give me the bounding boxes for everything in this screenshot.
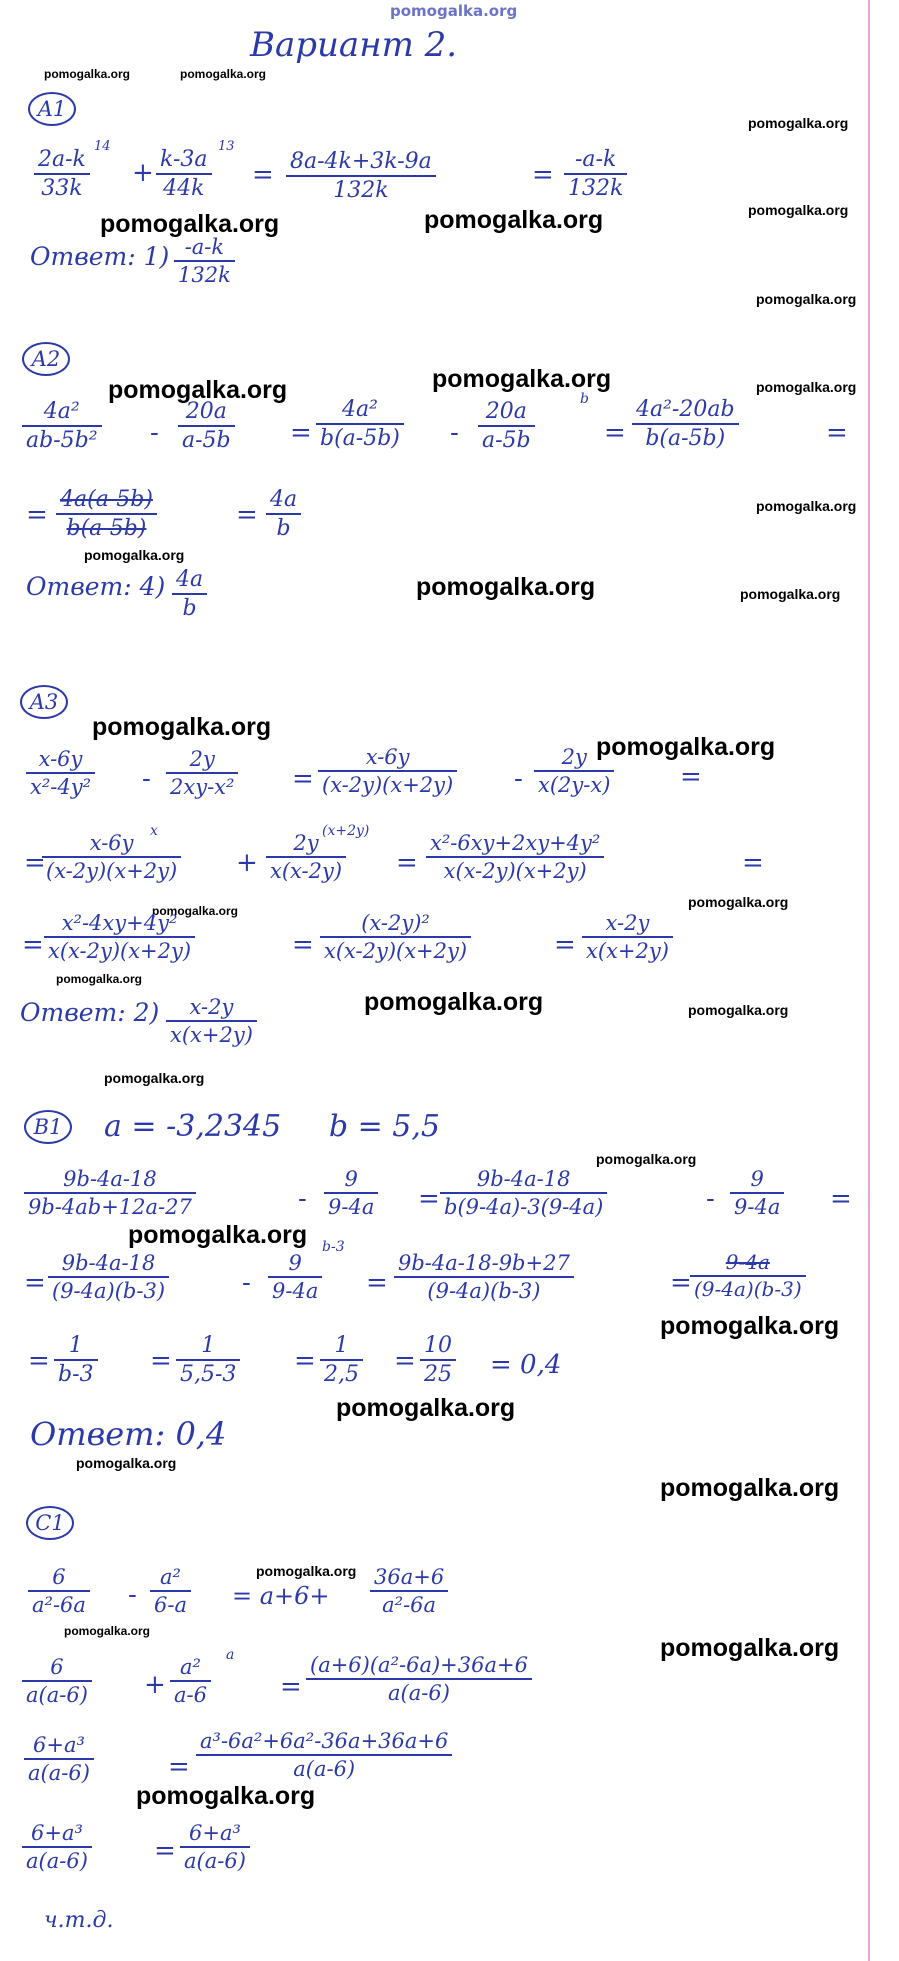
c1-f1-den: a²-6a	[28, 1590, 90, 1616]
c1-f9-den: a(a-6)	[22, 1846, 92, 1872]
a3-f8-num: x²-4xy+4y²	[61, 911, 178, 935]
b1-fraction-4	[730, 1168, 784, 1218]
a2-fraction-7	[266, 488, 301, 540]
a2-equals: =	[826, 418, 848, 448]
watermark: pomogalka.org	[364, 988, 544, 1016]
b1-fraction-3	[440, 1168, 607, 1218]
a3-f3-num: x-6y	[365, 745, 410, 769]
watermark: pomogalka.org	[416, 573, 596, 601]
a2-f2-den: a-5b	[178, 425, 235, 452]
a1-fraction-2	[156, 148, 212, 200]
watermark: pomogalka.org	[92, 713, 272, 741]
a3-fraction-1	[26, 748, 95, 798]
b1-f6-den: 9-4a	[268, 1276, 322, 1302]
watermark: pomogalka.org	[56, 972, 143, 986]
b1-equals: =	[28, 1346, 50, 1376]
a2-f3-den: b(a-5b)	[316, 423, 404, 450]
watermark: pomogalka.org	[688, 1002, 789, 1018]
a3-minus-sign: -	[142, 764, 151, 794]
c1-fraction-7	[24, 1734, 94, 1784]
c1-f4-num: 6	[50, 1655, 64, 1679]
a2-ans-den: b	[172, 593, 207, 620]
b1-f6-multiplier: b-3	[322, 1239, 345, 1255]
b1-f2-den: 9-4a	[324, 1192, 378, 1218]
a3-f9-den: x(x-2y)(x+2y)	[320, 936, 471, 962]
c1-f6-num: (a+6)(a²-6a)+36a+6	[310, 1653, 528, 1677]
a3-minus-sign: -	[514, 764, 523, 794]
b1-fraction-7	[394, 1252, 574, 1302]
watermark: pomogalka.org	[100, 210, 280, 238]
a3-equals: =	[680, 762, 702, 792]
b1-fraction-11	[320, 1334, 363, 1386]
a3-f1-num: x-6y	[38, 747, 83, 771]
task-label-a3: A3	[20, 685, 68, 719]
b1-f11-num: 1	[334, 1333, 349, 1358]
c1-equals: =	[168, 1752, 190, 1782]
task-label-c1: C1	[26, 1506, 74, 1540]
a3-equals: =	[292, 764, 314, 794]
b1-f5-den: (9-4a)(b-3)	[48, 1276, 169, 1302]
c1-f5-num: a²	[180, 1655, 201, 1679]
c1-f3-num: 36a+6	[374, 1565, 445, 1589]
c1-f2-den: 6-a	[150, 1590, 191, 1616]
a2-f3-num: 4a²	[341, 397, 378, 422]
watermark: pomogalka.org	[688, 894, 789, 910]
task-label-a1: A1	[28, 92, 76, 126]
watermark: pomogalka.org	[64, 1624, 151, 1638]
a3-plus-sign: +	[236, 848, 258, 878]
watermark: pomogalka.org	[76, 1455, 177, 1471]
page-margin-line	[868, 0, 870, 1961]
b1-f3-num: 9b-4a-18	[476, 1167, 571, 1191]
b1-f8-num: 9-4a	[725, 1250, 770, 1274]
c1-f10-den: a(a-6)	[180, 1846, 250, 1872]
a3-fraction-8	[44, 912, 195, 962]
b1-equals: =	[24, 1268, 46, 1298]
b1-equals: =	[418, 1184, 440, 1214]
b1-f11-den: 2,5	[320, 1359, 363, 1386]
b1-fraction-10	[176, 1334, 240, 1386]
a3-answer-fraction	[166, 996, 257, 1046]
watermark: pomogalka.org	[748, 202, 849, 218]
watermark: pomogalka.org	[256, 1563, 357, 1579]
b1-minus-sign: -	[298, 1184, 307, 1214]
a3-f5-den: (x-2y)(x+2y)	[42, 856, 181, 882]
a2-minus-sign: -	[150, 418, 159, 448]
c1-fraction-3	[370, 1566, 448, 1616]
c1-fraction-10	[180, 1822, 250, 1872]
a3-f4-num: 2y	[561, 745, 587, 769]
variant-title: Вариант 2.	[250, 25, 458, 65]
a3-f5-multiplier: x	[150, 823, 158, 839]
task-label-b1: B1	[24, 1110, 72, 1144]
a1-answer-fraction	[174, 236, 235, 286]
a2-equals: =	[290, 418, 312, 448]
b1-fraction-8	[690, 1252, 806, 1300]
c1-rhs: = a+6+	[232, 1582, 330, 1610]
a2-f1-num: 4a²	[43, 399, 80, 424]
c1-f9-num: 6+a³	[30, 1821, 83, 1845]
a3-f3-den: (x-2y)(x+2y)	[318, 770, 457, 796]
b1-f4-num: 9	[750, 1167, 764, 1191]
watermark: pomogalka.org	[336, 1394, 516, 1422]
watermark: pomogalka.org	[596, 733, 776, 761]
b1-f3-den: b(9-4a)-3(9-4a)	[440, 1192, 607, 1218]
b1-f12-num: 10	[424, 1333, 452, 1358]
b1-fraction-1	[24, 1168, 196, 1218]
a1-fraction-1	[34, 148, 90, 200]
b1-equals: =	[294, 1346, 316, 1376]
b1-minus-sign: -	[706, 1184, 715, 1214]
watermark: pomogalka.org	[748, 115, 849, 131]
a2-f1-den: ab-5b²	[22, 425, 102, 452]
task-label-a2: A2	[22, 342, 70, 376]
a2-equals: =	[604, 418, 626, 448]
b1-f10-den: 5,5-3	[176, 1359, 240, 1386]
b1-f12-den: 25	[420, 1359, 456, 1386]
a3-f2-num: 2y	[189, 747, 215, 771]
watermark: pomogalka.org	[84, 547, 185, 563]
a3-f9-num: (x-2y)²	[361, 911, 430, 935]
a3-fraction-4	[534, 746, 614, 796]
a2-fraction-4	[478, 400, 535, 452]
a1-plus-sign: +	[132, 158, 154, 188]
a3-f6-den: x(x-2y)	[266, 856, 346, 882]
c1-fraction-5	[170, 1656, 211, 1706]
a3-f8-den: x(x-2y)(x+2y)	[44, 936, 195, 962]
b1-f7-den: (9-4a)(b-3)	[394, 1276, 574, 1302]
b1-equals: =	[366, 1268, 388, 1298]
c1-f1-num: 6	[52, 1565, 66, 1589]
b1-f6-num: 9	[288, 1251, 302, 1275]
a1-equals: =	[252, 160, 274, 190]
a2-f4-num: 20a	[485, 399, 527, 424]
b1-f9-den: b-3	[54, 1359, 98, 1386]
c1-equals: =	[280, 1672, 302, 1702]
watermark: pomogalka.org	[660, 1312, 840, 1340]
b1-minus-sign: -	[242, 1268, 251, 1298]
a1-f2-multiplier: 13	[218, 139, 235, 154]
a1-f2-den: 44k	[156, 173, 212, 200]
b1-f5-num: 9b-4a-18	[61, 1251, 156, 1275]
c1-f4-den: a(a-6)	[22, 1680, 92, 1706]
c1-equals: =	[154, 1836, 176, 1866]
b1-fraction-2	[324, 1168, 378, 1218]
a2-fraction-1	[22, 400, 102, 452]
c1-f7-num: 6+a³	[32, 1733, 85, 1757]
c1-f8-num: a³-6a²+6a²-36a+36a+6	[200, 1729, 449, 1753]
a3-fraction-7	[426, 832, 604, 882]
b1-equals: =	[830, 1184, 852, 1214]
c1-f10-num: 6+a³	[188, 1821, 241, 1845]
watermark: pomogalka.org	[432, 365, 612, 393]
a1-f4-num: -a-k	[575, 147, 617, 172]
a3-fraction-3	[318, 746, 457, 796]
a2-fraction-3	[316, 398, 404, 450]
b1-result: = 0,4	[490, 1350, 562, 1380]
a3-equals: =	[742, 848, 764, 878]
a2-fraction-6	[56, 488, 157, 540]
a1-f3-num: 8a-4k+3k-9a	[290, 149, 432, 174]
c1-minus-sign: -	[128, 1580, 137, 1610]
a1-fraction-3	[286, 150, 436, 202]
watermark: pomogalka.org	[128, 1221, 308, 1249]
a1-f1-multiplier: 14	[94, 139, 111, 154]
a3-equals: =	[22, 930, 44, 960]
a2-f6-den: b(a-5b)	[56, 513, 157, 540]
watermark: pomogalka.org	[756, 498, 857, 514]
a2-fraction-2	[178, 400, 235, 452]
a3-fraction-2	[166, 748, 238, 798]
b1-fraction-5	[48, 1252, 169, 1302]
a3-answer-prefix: Ответ: 2)	[20, 998, 160, 1027]
watermark: pomogalka.org	[136, 1782, 316, 1810]
watermark: pomogalka.org	[756, 291, 857, 307]
a3-equals: =	[292, 930, 314, 960]
c1-f8-den: a(a-6)	[196, 1754, 452, 1780]
c1-plus-sign: +	[144, 1670, 166, 1700]
a2-f4-den: a-5b	[478, 425, 535, 452]
c1-qed: ч.т.д.	[44, 1908, 114, 1933]
a2-ans-num: 4a	[176, 567, 204, 592]
a3-equals: =	[554, 930, 576, 960]
c1-f3-den: a²-6a	[370, 1590, 448, 1616]
a2-answer-prefix: Ответ: 4)	[26, 572, 166, 601]
a3-fraction-5	[42, 832, 181, 882]
a1-f2-num: k-3a	[160, 147, 208, 172]
b1-f8-den: (9-4a)(b-3)	[690, 1275, 806, 1300]
watermark: pomogalka.org	[756, 379, 857, 395]
a3-f4-den: x(2y-x)	[534, 770, 614, 796]
watermark: pomogalka.org	[596, 1151, 697, 1167]
c1-fraction-2	[150, 1566, 191, 1616]
watermark: pomogalka.org	[660, 1634, 840, 1662]
c1-fraction-4	[22, 1656, 92, 1706]
a3-f6-multiplier: (x+2y)	[322, 823, 370, 839]
header-watermark: pomogalka.org	[390, 2, 518, 20]
a1-f3-den: 132k	[286, 175, 436, 202]
b1-equals: =	[670, 1268, 692, 1298]
c1-f5-den: a-6	[170, 1680, 211, 1706]
a3-f10-den: x(x+2y)	[582, 936, 673, 962]
a3-f5-num: x-6y	[89, 831, 134, 855]
b1-answer: Ответ: 0,4	[30, 1415, 227, 1453]
a2-f2-num: 20a	[185, 399, 227, 424]
a1-f1-den: 33k	[34, 173, 90, 200]
watermark: pomogalka.org	[152, 904, 239, 918]
watermark: pomogalka.org	[180, 67, 267, 81]
a2-f7-den: b	[266, 513, 301, 540]
a1-ans-den: 132k	[174, 260, 235, 286]
c1-fraction-9	[22, 1822, 92, 1872]
a3-ans-num: x-2y	[189, 995, 234, 1019]
c1-f5-multiplier: a	[226, 1647, 235, 1663]
a3-f10-num: x-2y	[605, 911, 650, 935]
watermark: pomogalka.org	[740, 586, 841, 602]
b1-fraction-12	[420, 1334, 456, 1386]
watermark: pomogalka.org	[424, 206, 604, 234]
b1-fraction-6	[268, 1252, 322, 1302]
a2-f5-den: b(a-5b)	[632, 423, 739, 450]
a3-f6-num: 2y	[293, 831, 319, 855]
b1-given-values: a = -3,2345 b = 5,5	[104, 1109, 441, 1144]
a1-f1-num: 2a-k	[38, 147, 86, 172]
c1-fraction-1	[28, 1566, 90, 1616]
watermark: pomogalka.org	[104, 1070, 205, 1086]
b1-f7-num: 9b-4a-18-9b+27	[398, 1251, 570, 1275]
a2-answer-fraction	[172, 568, 207, 620]
a3-fraction-6	[266, 832, 346, 882]
a3-equals: =	[396, 848, 418, 878]
a3-f1-den: x²-4y²	[26, 772, 95, 798]
a2-f5-num: 4a²-20ab	[636, 397, 735, 422]
b1-f10-num: 1	[201, 1333, 216, 1358]
c1-fraction-6	[306, 1654, 532, 1704]
b1-f9-num: 1	[68, 1333, 83, 1358]
a3-equals: =	[24, 848, 46, 878]
b1-equals: =	[150, 1346, 172, 1376]
b1-f1-num: 9b-4a-18	[63, 1167, 157, 1191]
a2-f7-num: 4a	[270, 487, 298, 512]
a2-minus-sign: -	[450, 418, 459, 448]
b1-f4-den: 9-4a	[730, 1192, 784, 1218]
watermark: pomogalka.org	[108, 376, 288, 404]
a3-fraction-9	[320, 912, 471, 962]
b1-equals: =	[394, 1346, 416, 1376]
watermark: pomogalka.org	[44, 67, 131, 81]
a1-f4-den: 132k	[564, 173, 627, 200]
a2-f6-num: 4a(a-5b)	[60, 487, 153, 512]
a3-fraction-10	[582, 912, 673, 962]
watermark: pomogalka.org	[660, 1474, 840, 1502]
b1-f1-den: 9b-4ab+12a-27	[24, 1192, 196, 1218]
a2-equals: =	[236, 500, 258, 530]
b1-fraction-9	[54, 1334, 98, 1386]
a2-fraction-5	[632, 398, 739, 450]
c1-f6-den: a(a-6)	[306, 1678, 532, 1704]
a2-f4-multiplier: b	[580, 391, 589, 407]
a2-equals: =	[26, 500, 48, 530]
c1-f2-num: a²	[160, 1565, 181, 1589]
a3-ans-den: x(x+2y)	[166, 1020, 257, 1046]
a3-f7-num: x²-6xy+2xy+4y²	[430, 831, 601, 855]
a1-ans-num: -a-k	[184, 235, 225, 259]
a1-fraction-4	[564, 148, 627, 200]
a3-f2-den: 2xy-x²	[166, 772, 238, 798]
c1-fraction-8	[196, 1730, 452, 1780]
a1-equals: =	[532, 160, 554, 190]
a1-answer-prefix: Ответ: 1)	[30, 242, 170, 271]
c1-f7-den: a(a-6)	[24, 1758, 94, 1784]
b1-f2-num: 9	[344, 1167, 358, 1191]
a3-f7-den: x(x-2y)(x+2y)	[426, 856, 604, 882]
